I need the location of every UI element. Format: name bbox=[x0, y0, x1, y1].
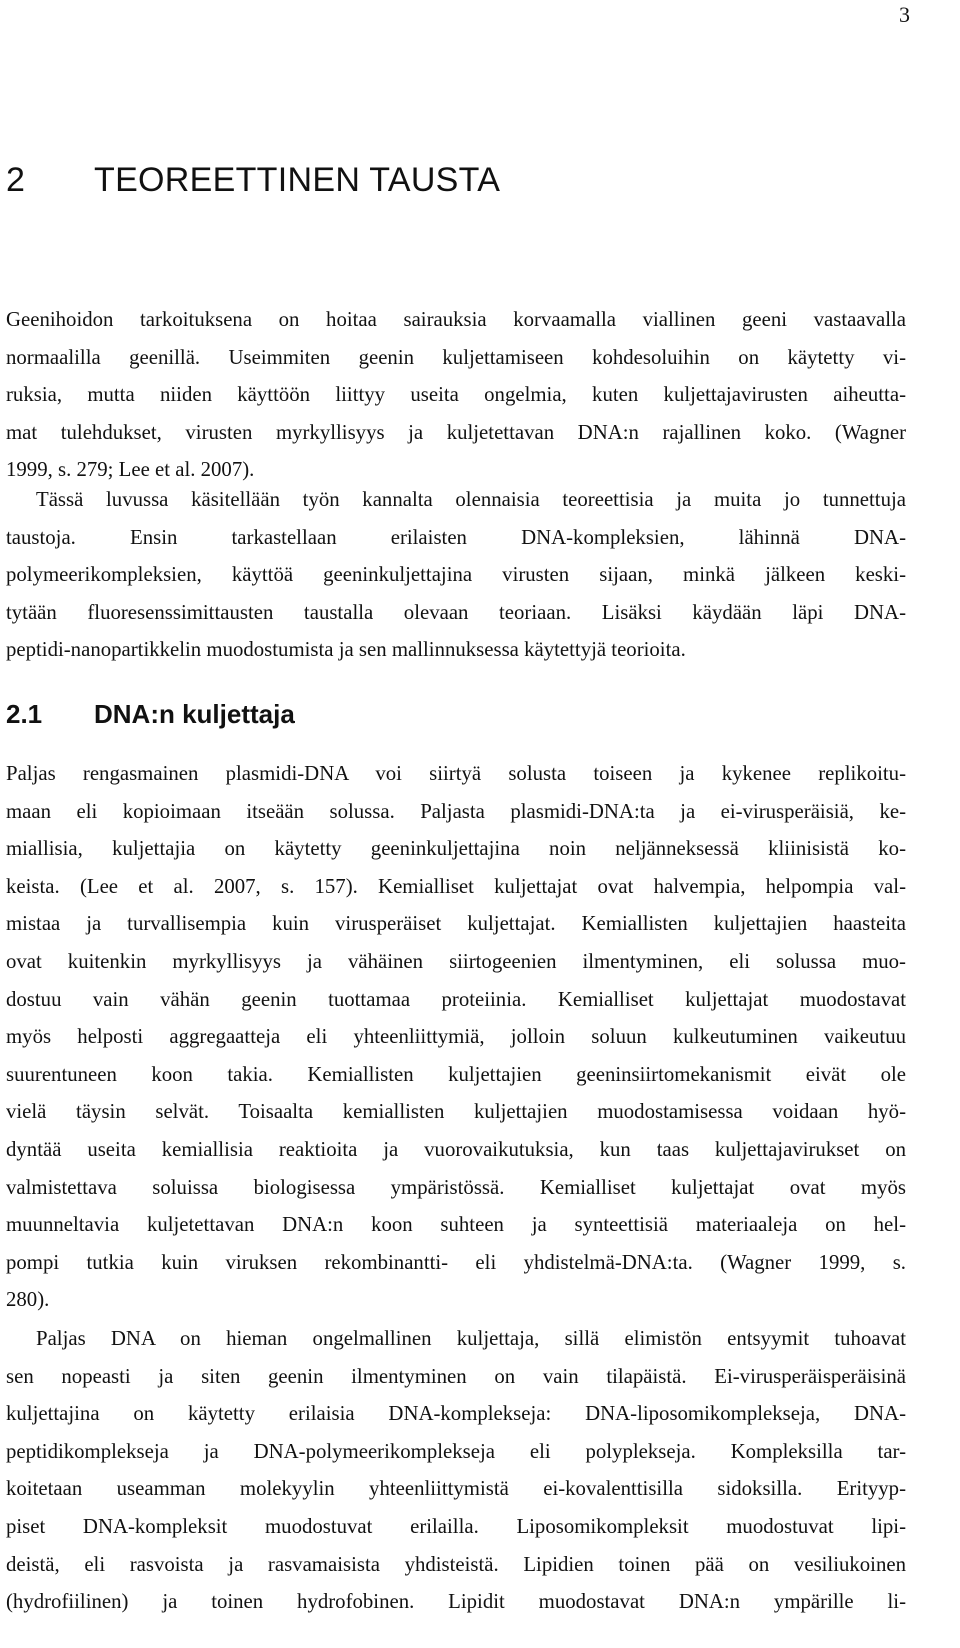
text-line: Tässä luvussa käsitellään työn kannalta olennaisia teoreettisia ja muita jo tunnettuja bbox=[36, 488, 906, 511]
section-title: DNA:n kuljettaja bbox=[94, 699, 295, 729]
text-line: Paljas rengasmainen plasmidi-DNA voi siirtyä solusta toiseen ja kykenee replikoitu- bbox=[6, 762, 906, 785]
chapter-number: 2 bbox=[6, 161, 26, 199]
text-line: pompi tutkia kuin viruksen rekombinantti- eli yhdistelmä-DNA:ta. (Wagner 1999, s. bbox=[6, 1250, 906, 1274]
text-line: muunneltavia kuljetettavan DNA:n koon suhteen ja synteettisiä materiaaleja on hel- bbox=[6, 1213, 906, 1237]
text-line: vielä täysin selvät. Toisaalta kemiallisten kuljettajien muodostamisessa voidaan hyö- bbox=[6, 1100, 906, 1124]
text-line: (hydrofiilinen) ja toinen hydrofobinen. Lipidit muodostavat DNA:n ympärille li- bbox=[6, 1590, 906, 1614]
text-line: myös helposti aggregaatteja eli yhteenliittymiä, jolloin soluun kulkeutuminen vaikeutuu bbox=[6, 1025, 906, 1049]
section-number: 2.1 bbox=[6, 699, 43, 729]
text-line: dyntää useita kemiallisia reaktioita ja vuorovaikutuksia, kun taas kuljettajavirukset on bbox=[6, 1137, 906, 1161]
text-line: 1999, s. 279; Lee et al. 2007). bbox=[6, 458, 255, 482]
text-line: 280). bbox=[6, 1288, 50, 1312]
text-line: normaalilla geenillä. Useimmiten geenin kuljettamiseen kohdesoluihin on käytetty vi- bbox=[6, 345, 906, 369]
text-line: Paljas DNA on hieman ongelmallinen kuljettaja, sillä elimistön entsyymit tuhoavat bbox=[36, 1327, 906, 1350]
text-line: miallisia, kuljettajia on käytetty geeninkuljettajina noin neljänneksessä kliinisistä ko- bbox=[6, 837, 906, 861]
text-line: ovat kuitenkin myrkyllisyys ja vähäinen siirtogeenien ilmentyminen, eli solussa muo- bbox=[6, 949, 906, 973]
chapter-heading bbox=[6, 158, 500, 202]
text-line: kuljettajina on käytetty erilaisia DNA-komplekseja: DNA-liposomikomplekseja, DNA- bbox=[6, 1402, 906, 1426]
section-paragraph-1 bbox=[6, 755, 906, 1319]
text-line: deistä, eli rasvoista ja rasvamaisista yhdisteistä. Lipidien toinen pää on vesiliukoinen bbox=[6, 1552, 906, 1576]
section-heading bbox=[6, 694, 295, 734]
text-line: taustoja. Ensin tarkastellaan erilaisten DNA-kompleksien, lähinnä DNA- bbox=[6, 525, 906, 549]
intro-paragraph-1 bbox=[6, 301, 906, 489]
page-number: 3 bbox=[899, 2, 910, 27]
text-line: peptidi-nanopartikkelin muodostumista ja sen mallinnuksessa käytettyjä teorioita. bbox=[6, 638, 686, 662]
text-line: ruksia, mutta niiden käyttöön liittyy useita ongelmia, kuten kuljettajavirusten aiheutta- bbox=[6, 383, 906, 407]
text-line: valmistettava soluissa biologisessa ympäristössä. Kemialliset kuljettajat ovat myös bbox=[6, 1175, 906, 1199]
text-line: maan eli kopioimaan itseään solussa. Paljasta plasmidi-DNA:ta ja ei-virusperäisiä, ke- bbox=[6, 799, 906, 823]
text-line: piset DNA-kompleksit muodostuvat erilailla. Liposomikompleksit muodostuvat lipi- bbox=[6, 1514, 906, 1538]
text-line: keista. (Lee et al. 2007, s. 157). Kemialliset kuljettajat ovat halvempia, helpompia val- bbox=[6, 874, 906, 898]
text-line: mat tulehdukset, virusten myrkyllisyys ja kuljetettavan DNA:n rajallinen koko. (Wagner bbox=[6, 420, 906, 444]
text-line: mistaa ja turvallisempia kuin virusperäiset kuljettajat. Kemiallisten kuljettajien haasteita bbox=[6, 912, 906, 936]
intro-paragraph-2 bbox=[6, 481, 906, 669]
text-line: dostuu vain vähän geenin tuottamaa proteiinia. Kemialliset kuljettajat muodostavat bbox=[6, 987, 906, 1011]
text-line: peptidikomplekseja ja DNA-polymeerikomplekseja eli polyplekseja. Kompleksilla tar- bbox=[6, 1439, 906, 1463]
text-line: polymeerikompleksien, käyttöä geeninkuljettajina virusten sijaan, minkä jälkeen keski- bbox=[6, 563, 906, 587]
chapter-title: TEOREETTINEN TAUSTA bbox=[94, 161, 501, 199]
text-line: tytään fluoresenssimittausten taustalla olevaan teoriaan. Lisäksi käydään läpi DNA- bbox=[6, 600, 906, 624]
text-line: suurentuneen koon takia. Kemiallisten kuljettajien geeninsiirtomekanismit eivät ole bbox=[6, 1062, 906, 1086]
section-paragraph-2 bbox=[6, 1320, 906, 1621]
text-line: sen nopeasti ja siten geenin ilmentyminen on vain tilapäistä. Ei-virusperäisperäisinä bbox=[6, 1364, 906, 1388]
text-line: Geenihoidon tarkoituksena on hoitaa sairauksia korvaamalla viallinen geeni vastaavalla bbox=[6, 308, 906, 331]
text-line: koitetaan useamman molekyylin yhteenliittymistä ei-kovalenttisilla sidoksilla. Erityyp- bbox=[6, 1477, 906, 1501]
